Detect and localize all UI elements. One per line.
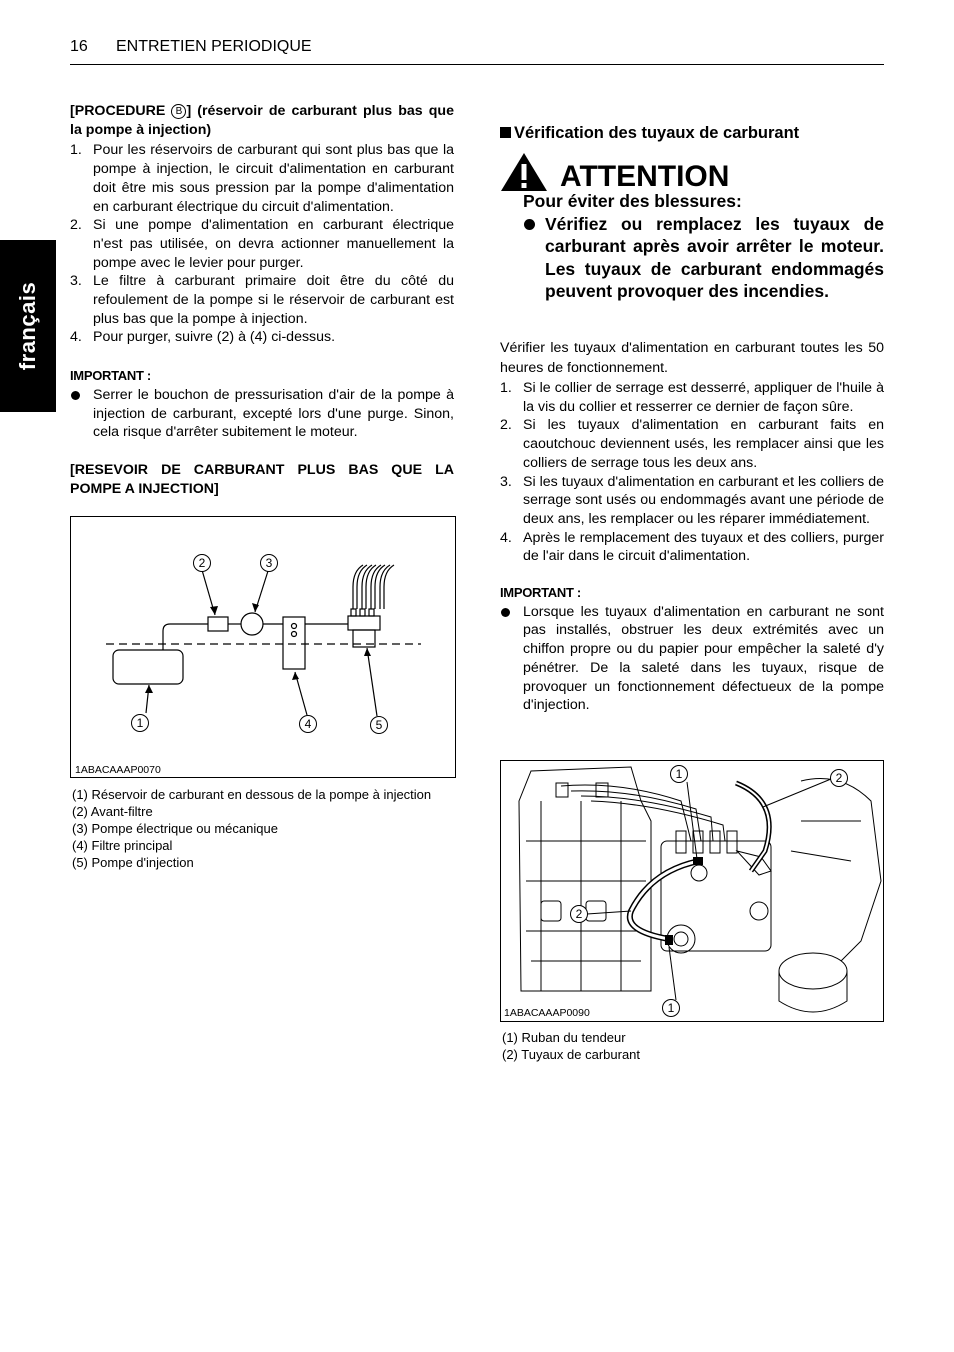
important-text: Serrer le bouchon de pressurisation d'air de la pompe à injection de carburant, excepté lors d'une purge. Sinon, cela risque d'arrêter subitement le moteur. — [93, 386, 454, 441]
left-steps — [70, 141, 454, 347]
figure-code: 1ABACAAAP0090 — [504, 1007, 590, 1019]
figure-title: [RESEVOIR DE CARBURANT PLUS BAS QUE LA POMPE A INJECTION] — [70, 461, 454, 497]
step-text: Si les tuyaux d'alimentation en carburant et les colliers de serrage sont usés ou endommagés avant une période de deux ans, les remplacer ou les réparer immédiatement. — [523, 473, 884, 527]
attention-word: ATTENTION — [560, 160, 730, 193]
list-item — [70, 141, 454, 216]
bullet-icon — [524, 219, 535, 230]
warning-text: Vérifiez ou remplacez les tuyaux de carburant après avoir arrêter le moteur. Les tuyaux de carburant endommagés peuvent provoquer des incendies. — [545, 213, 884, 302]
left-figure-captions — [72, 786, 456, 871]
caption-item: (4) Filtre principal — [72, 838, 173, 853]
caption-item: (1) Ruban du tendeur — [502, 1030, 626, 1045]
engine-drawing — [501, 761, 883, 1021]
section-title: ENTRETIEN PERIODIQUE — [116, 38, 312, 55]
important-text: Lorsque les tuyaux d'alimentation en carburant ne sont pas installés, obstruer les deux extrémités avec un chiffon propre ou du papier pour empêcher la saleté d'y pénétrer. De la saleté dans les tuyaux, risque de provoquer un fonctionnement défectueux de la pompe d'injection. — [523, 603, 884, 714]
page-number: 16 — [70, 38, 88, 55]
step-number: 4. — [70, 329, 82, 346]
important-label: IMPORTANT : — [70, 368, 151, 384]
important-note — [500, 603, 884, 715]
intro-text: Vérifier les tuyaux d'alimentation en carburant toutes les 50 heures de fonctionnement. — [500, 340, 884, 376]
bullet-icon — [71, 391, 80, 400]
warning-lead: Pour éviter des blessures: — [523, 191, 742, 211]
warning-triangle-icon — [500, 152, 548, 192]
caption-item: (5) Pompe d'injection — [72, 855, 194, 870]
warning-box — [523, 190, 884, 303]
section-heading — [500, 124, 884, 143]
right-figure-captions — [502, 1029, 886, 1063]
bullet-icon — [501, 608, 510, 617]
list-item — [70, 216, 454, 272]
procedure-title-end: ] (réservoir de carburant plus bas que la pompe à injection) — [70, 103, 454, 138]
callout-3-badge: 1 — [131, 714, 149, 732]
step-text: Le filtre à carburant primaire doit être du côté du refoulement de la pompe si le réservoir de carburant est plus bas que la pompe à injection. — [93, 273, 454, 327]
callout-2-badge: 3 — [260, 554, 278, 572]
step-number: 3. — [500, 473, 512, 490]
step-text: Si une pompe d'alimentation en carburant électrique n'est pas utilisée, on devra actionner manuellement la pompe avec le levier pour purger. — [93, 217, 454, 271]
language-tab-label: français — [15, 281, 40, 371]
callout-2-right-badge: 2 — [830, 769, 848, 787]
callout-1-badge: 2 — [193, 554, 211, 572]
callout-1-top-badge: 1 — [670, 765, 688, 783]
list-item — [70, 272, 454, 328]
caption-item: (2) Avant-filtre — [72, 804, 153, 819]
important-note — [70, 386, 454, 442]
step-text: Pour purger, suivre (2) à (4) ci-dessus. — [93, 329, 336, 346]
procedure-title-start: [PROCEDURE — [70, 103, 172, 119]
attention-banner — [500, 152, 884, 192]
left-column — [70, 102, 454, 498]
warning-item — [523, 213, 884, 303]
step-number: 3. — [70, 273, 82, 290]
caption-item: (3) Pompe électrique ou mécanique — [72, 821, 278, 836]
right-steps — [500, 379, 884, 566]
square-bullet-icon — [500, 127, 511, 138]
step-text: Si le collier de serrage est desserré, appliquer de l'huile à la vis du collier et resserrer ce dernier de façon sûre. — [523, 380, 884, 415]
list-item — [500, 416, 884, 472]
fuel-circuit-diagram — [70, 516, 456, 778]
list-item — [70, 328, 454, 347]
step-text: Pour les réservoirs de carburant qui sont plus bas que la pompe à injection, le circuit d'alimentation en carburant doit être mis sous pression par la pompe d'alimentation en carburant électrique du circuit d'alimentation. — [93, 142, 454, 215]
page-header — [70, 38, 312, 56]
list-item — [500, 473, 884, 529]
step-number: 2. — [70, 217, 82, 234]
step-number: 2. — [500, 417, 512, 434]
callout-5-badge: 5 — [370, 716, 388, 734]
callout-4-badge: 4 — [299, 715, 317, 733]
step-text: Si les tuyaux d'alimentation en carburant faits en caoutchouc deviennent usés, les remplacer ainsi que les colliers de serrage tous les deux ans. — [523, 417, 884, 471]
step-number: 4. — [500, 529, 512, 546]
procedure-badge: B — [171, 104, 186, 119]
list-item — [500, 529, 884, 566]
language-tab — [0, 240, 56, 412]
engine-illustration — [500, 760, 884, 1022]
list-item — [500, 379, 884, 416]
right-column — [500, 338, 884, 715]
step-number: 1. — [70, 142, 82, 159]
callout-1-bottom-badge: 1 — [662, 999, 680, 1017]
figure-code: 1ABACAAAP0070 — [75, 764, 161, 776]
procedure-title — [70, 102, 454, 139]
important-label: IMPORTANT : — [500, 585, 581, 601]
step-number: 1. — [500, 380, 512, 396]
header-rule — [70, 64, 884, 65]
callout-2-left-badge: 2 — [570, 905, 588, 923]
step-text: Après le remplacement des tuyaux et des colliers, purger de l'air dans le circuit d'alimentation. — [523, 529, 884, 565]
caption-item: (2) Tuyaux de carburant — [502, 1047, 641, 1062]
section-heading-text: Vérification des tuyaux de carburant — [514, 124, 800, 142]
caption-item: (1) Réservoir de carburant en dessous de la pompe à injection — [72, 787, 432, 802]
